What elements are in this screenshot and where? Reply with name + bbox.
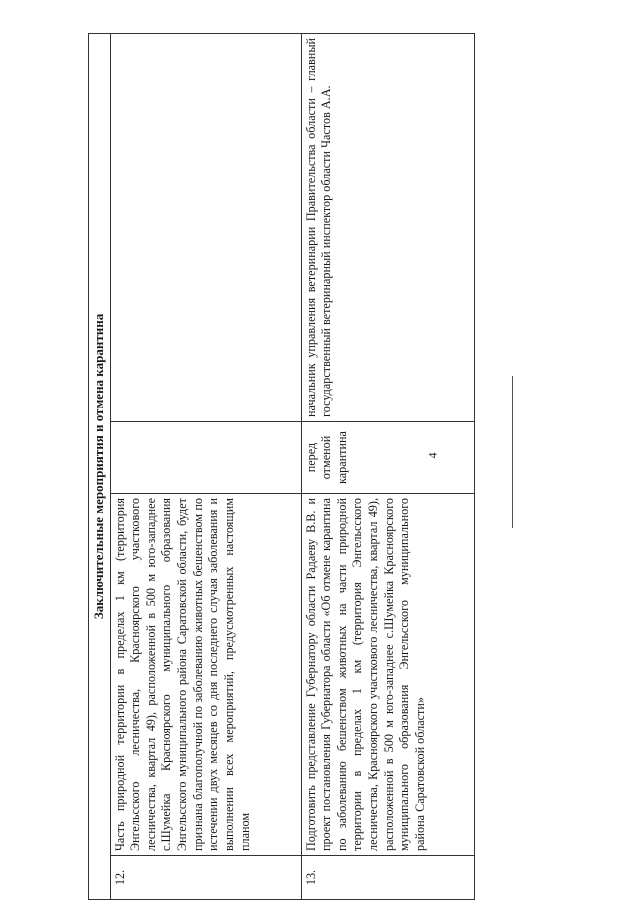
rotated-content xyxy=(88,34,466,900)
row-number: 13. xyxy=(301,856,474,900)
responsible-text: начальник управления ветеринарии Правительства области – главный государственный ветеринарный инспектор области Частов А.А. xyxy=(301,33,474,421)
section-heading-row xyxy=(89,33,111,899)
row-number: 12. xyxy=(110,856,301,900)
deadline-text xyxy=(110,422,301,494)
measure-text: Часть природной территории в пределах 1 км (территория Энгельсского лесничества, Красноярского участкового лесничества, квартал 49), расположенной в 500 м юго-западнее с.Шумейка Красноярского муниципального образования Энгельсского муниципального района Саратовской области, будет признана благополучной по заболеванию животных бешенством по истечении двух месяцев со дня последнего случая заболевания и выполнении всех мероприятий, предусмотренных настоящим планом xyxy=(110,494,301,856)
quarantine-plan-table xyxy=(88,33,475,900)
table-row xyxy=(110,33,301,899)
page-number: 4 xyxy=(425,452,440,459)
table-row xyxy=(301,33,474,899)
responsible-text xyxy=(110,33,301,421)
rotated-page-area xyxy=(88,34,466,900)
separator-line xyxy=(512,376,513,528)
deadline-text: перед отменой карантина xyxy=(301,422,474,494)
section-heading: Заключительные мероприятия и отмена карантина xyxy=(89,33,111,899)
measure-text: Подготовить представление Губернатору области Радаеву В.В. и проект постановления Губернатора области «Об отмене карантина по заболеванию бешенством животных на части природной территории в пределах 1 км (территория Энгельсского лесничества, Красноярского участкового лесничества, квартал 49), расположенной в 500 м юго-западнее с.Шумейка Красноярского муниципального образования Энгельсского муниципального района Саратовской области» xyxy=(301,494,474,856)
